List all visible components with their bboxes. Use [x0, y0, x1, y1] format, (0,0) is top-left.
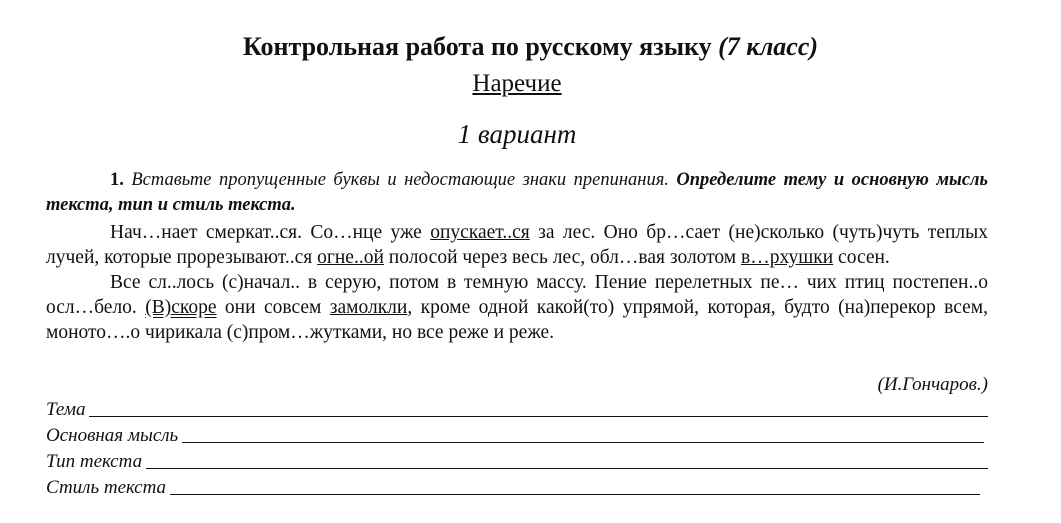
underlined-word: (В)скоре	[145, 297, 217, 318]
theme-label: Тема	[46, 399, 86, 420]
title-main: Контрольная работа по русскому языку	[242, 32, 712, 61]
text-type-answer-line[interactable]	[146, 467, 988, 469]
text-segment: Нач…нает смеркат..ся. Со…нце уже	[110, 222, 431, 243]
text-segment: полосой через весь лес, обл…вая золотом	[383, 247, 742, 268]
task-number: 1.	[110, 170, 124, 190]
text-segment: за лес. Оно бр…сает (не)сколько (чуть)чуть теплых лучей, которые прорезывают..ся	[46, 222, 988, 268]
task-instruction	[46, 168, 988, 218]
underlined-word: замолкли	[329, 297, 408, 318]
text-segment: Все сл..лось (с)начал.. в серую, потом в темную массу. Пение перелетных пе… чих птиц постепен..о осл…бело.	[46, 272, 988, 318]
text-segment: сосен.	[833, 247, 890, 268]
theme-answer-field[interactable]	[46, 398, 988, 422]
text-style-answer-field[interactable]	[46, 476, 980, 500]
theme-answer-line[interactable]	[89, 415, 988, 417]
underlined-word: в…рхушки	[741, 247, 834, 268]
exercise-paragraph-2	[46, 270, 988, 345]
text-type-label: Тип текста	[46, 451, 143, 472]
underlined-word: опускает..ся	[430, 222, 530, 243]
variant-heading: 1 вариант	[457, 119, 577, 149]
text-style-answer-line[interactable]	[170, 493, 980, 495]
task-instruction-text: Вставьте пропущенные буквы и недостающие знаки препинания.	[131, 170, 669, 190]
title-grade: (7 класс)	[718, 32, 819, 61]
text-type-answer-field[interactable]	[46, 450, 988, 474]
topic-subtitle: Наречие	[472, 70, 562, 97]
main-idea-label: Основная мысль	[46, 425, 179, 446]
task-instruction-bold: Определите тему и основную мысль текста, тип и стиль текста.	[46, 170, 989, 215]
page-title	[0, 30, 1061, 64]
main-idea-answer-field[interactable]	[46, 424, 984, 448]
main-idea-answer-line[interactable]	[182, 441, 984, 443]
text-author: (И.Гончаров.)	[877, 374, 988, 395]
text-segment: , кроме одной какой(то) упрямой, которая, будто (на)перекор всем, моното….о чирикала (с)пром…жутками, но все реже и реже.	[46, 297, 988, 343]
exercise-paragraph-1	[46, 220, 988, 270]
exercise-text	[46, 220, 988, 345]
text-segment: они совсем	[216, 297, 330, 318]
underlined-word: огне..ой	[317, 247, 384, 268]
text-style-label: Стиль текста	[46, 477, 167, 498]
